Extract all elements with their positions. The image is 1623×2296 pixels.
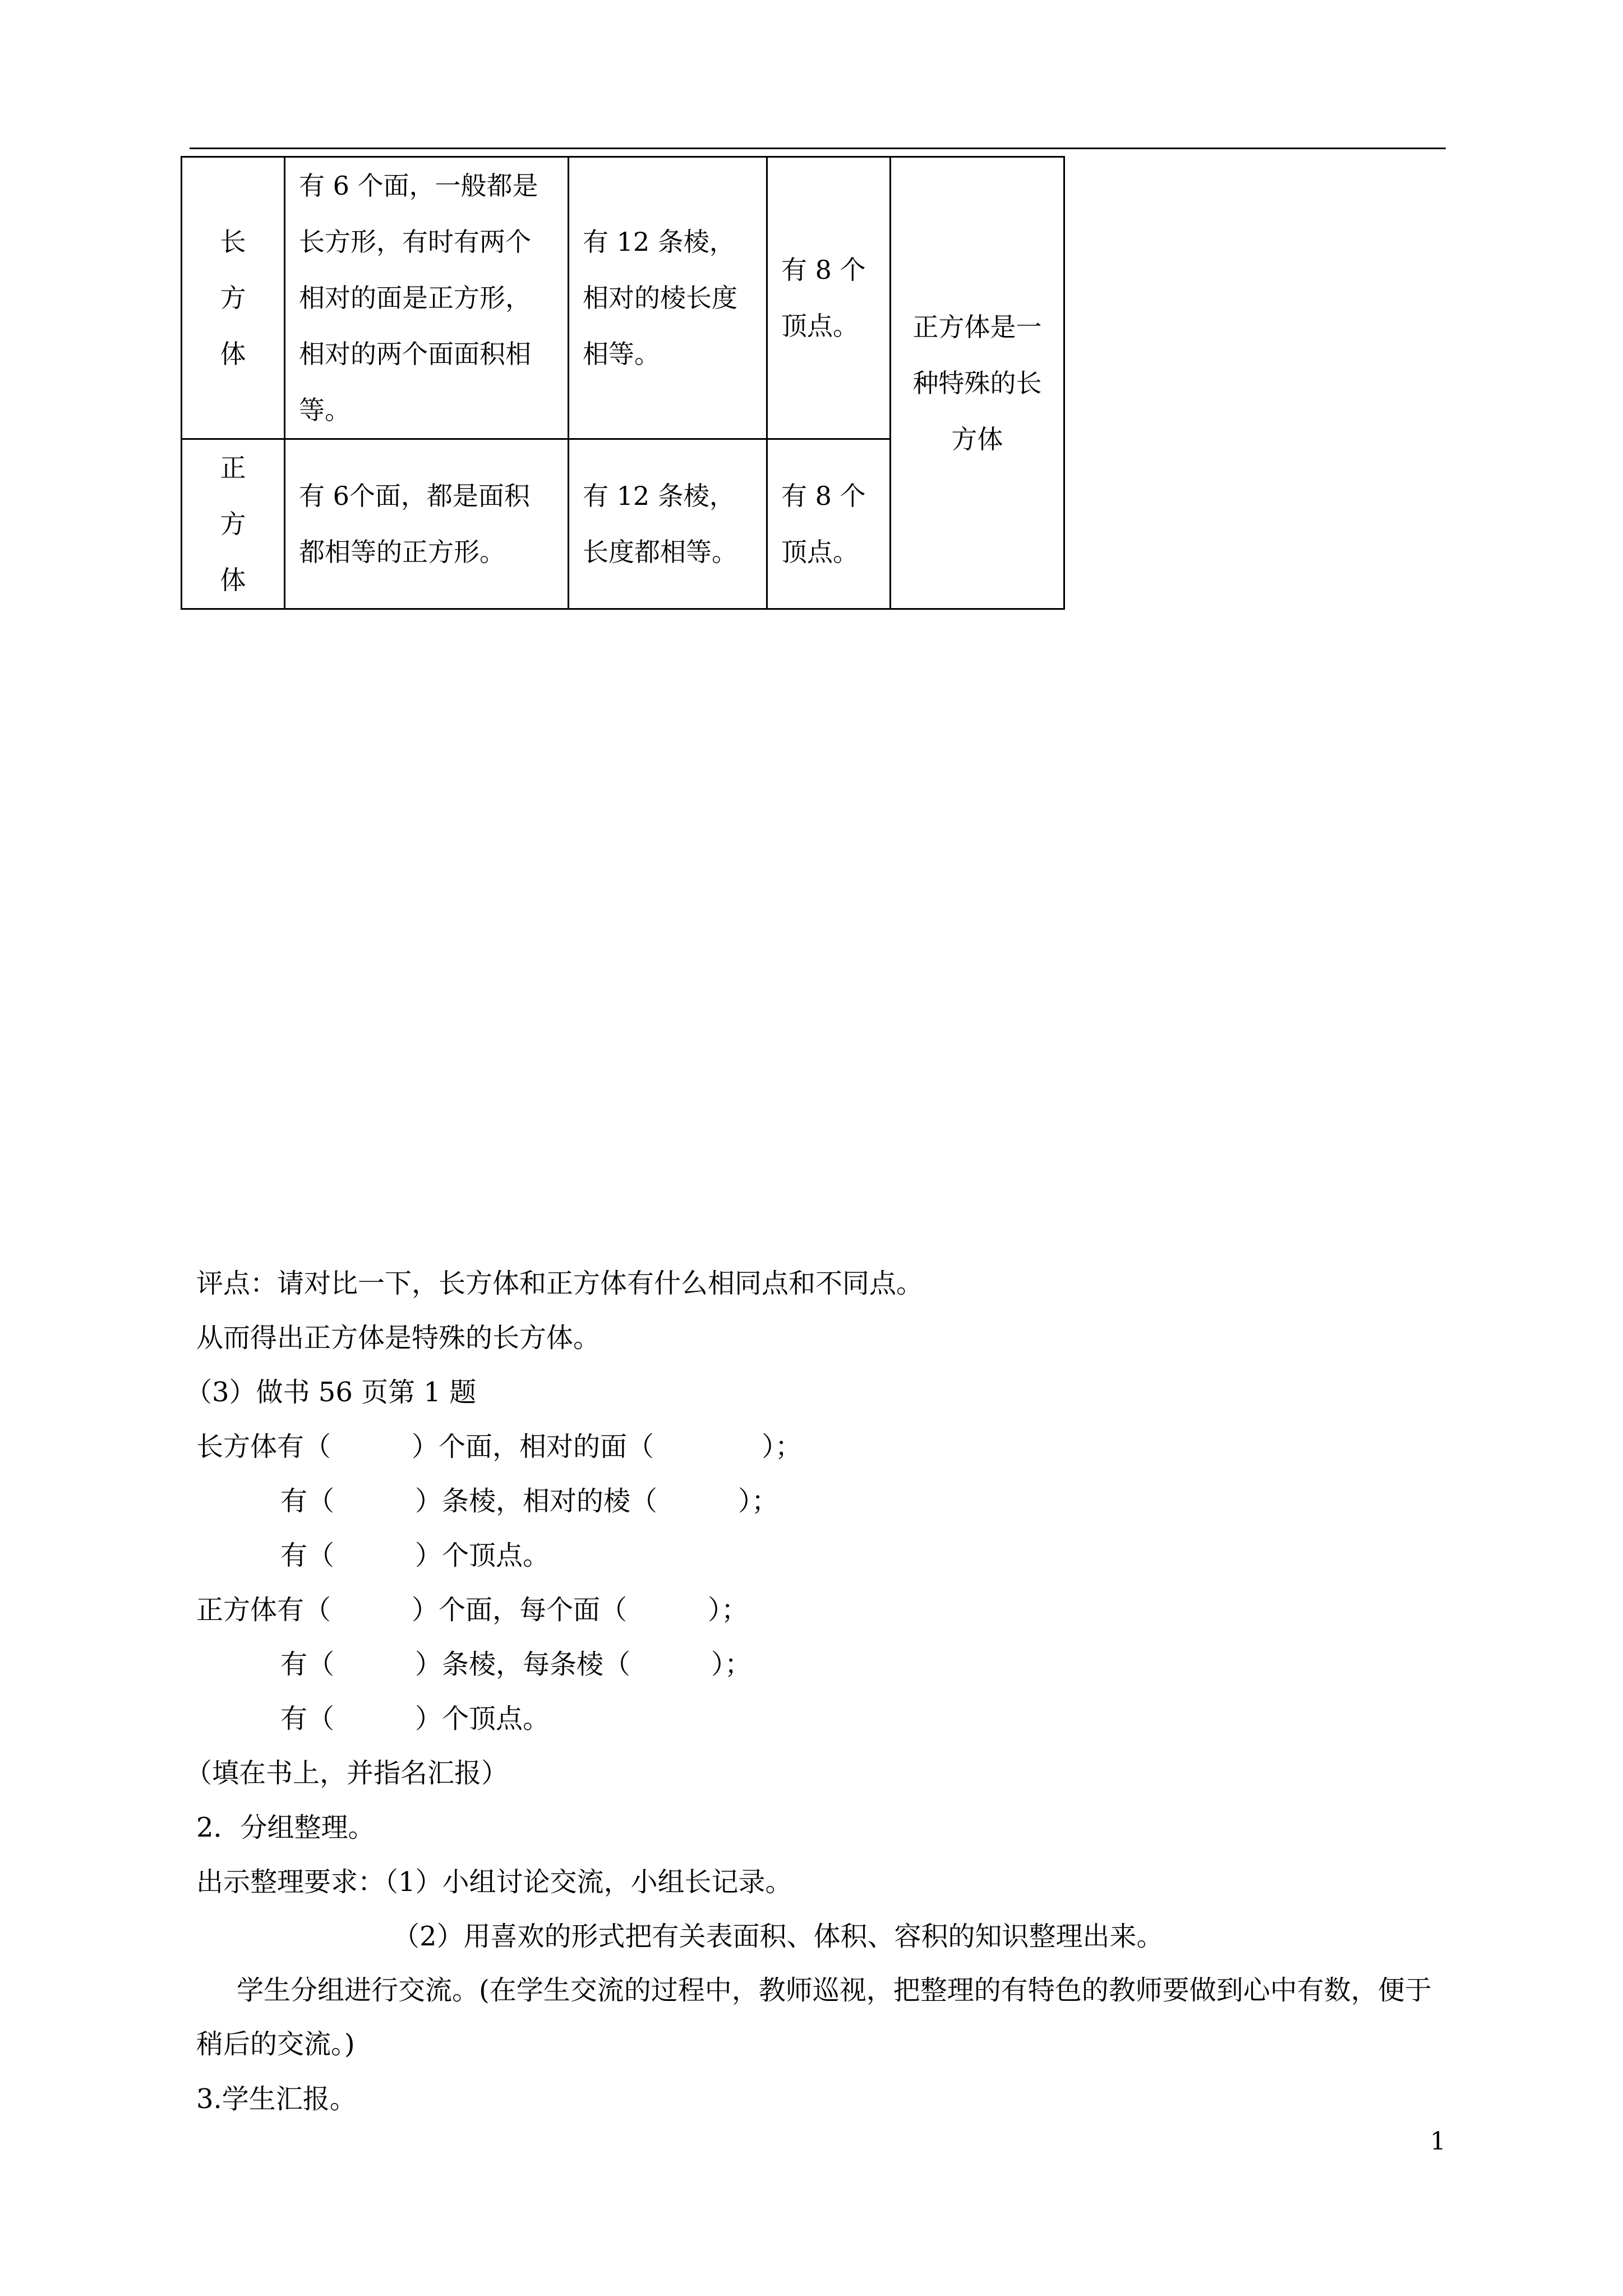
faces-cell: 有 6个面，都是面积都相等的正方形。 [285,439,569,609]
fill-line: 有（ ）个顶点。 [280,1540,550,1571]
edges-cell: 有 12 条棱，相对的棱长度相等。 [569,157,767,439]
conclusion-line: 从而得出正方体是特殊的长方体。 [196,1322,601,1354]
faces-cell: 有 6 个面，一般都是长方形，有时有两个相对的面是正方形，相对的两个面面积相等。 [285,157,569,439]
shape-char: 体 [220,565,246,595]
fill-line: 有（ ）条棱，相对的棱（ ）； [280,1485,779,1517]
edges-cell: 有 12 条棱，长度都相等。 [569,439,767,609]
report-note: （填在书上，并指名汇报） [185,1757,509,1789]
fill-line: 有（ ）条棱，每条棱（ ）； [280,1649,752,1680]
table-row [182,157,1064,439]
requirement-line: （2）用喜欢的形式把有关表面积、体积、容积的知识整理出来。 [393,1921,1164,1952]
header-rule [190,148,1446,149]
fill-line: 有（ ）个顶点。 [280,1703,550,1734]
vertices-cell: 有 8 个顶点。 [767,157,891,439]
shape-char: 体 [220,339,246,369]
shape-cell [182,439,285,609]
shape-char: 正 [220,453,246,483]
shape-char: 方 [220,283,246,313]
shape-char: 方 [220,509,246,539]
fill-line: 正方体有（ ）个面，每个面（ ）； [196,1594,749,1626]
fill-line: 长方体有（ ）个面，相对的面（ ）； [196,1431,803,1462]
relation-cell: 正方体是一种特殊的长方体 [891,157,1064,609]
step-heading: 2．分组整理。 [196,1812,375,1843]
shape-char: 长 [220,227,246,257]
step-heading: 3.学生汇报。 [196,2083,357,2115]
comparison-table [181,156,1065,610]
vertices-cell: 有 8 个顶点。 [767,439,891,609]
shape-cell [182,157,285,439]
requirement-line: 出示整理要求：（1）小组讨论交流，小组长记录。 [196,1866,792,1898]
page-number: 1 [1430,2127,1446,2156]
exercise-line: （3）做书 56 页第 1 题 [185,1377,477,1408]
group-paragraph: 学生分组进行交流。(在学生交流的过程中，教师巡视，把整理的有特色的教师要做到心中有数，便于稍后的交流。) [196,1975,1432,2060]
comment-line: 评点：请对比一下，长方体和正方体有什么相同点和不同点。 [196,1268,924,1299]
